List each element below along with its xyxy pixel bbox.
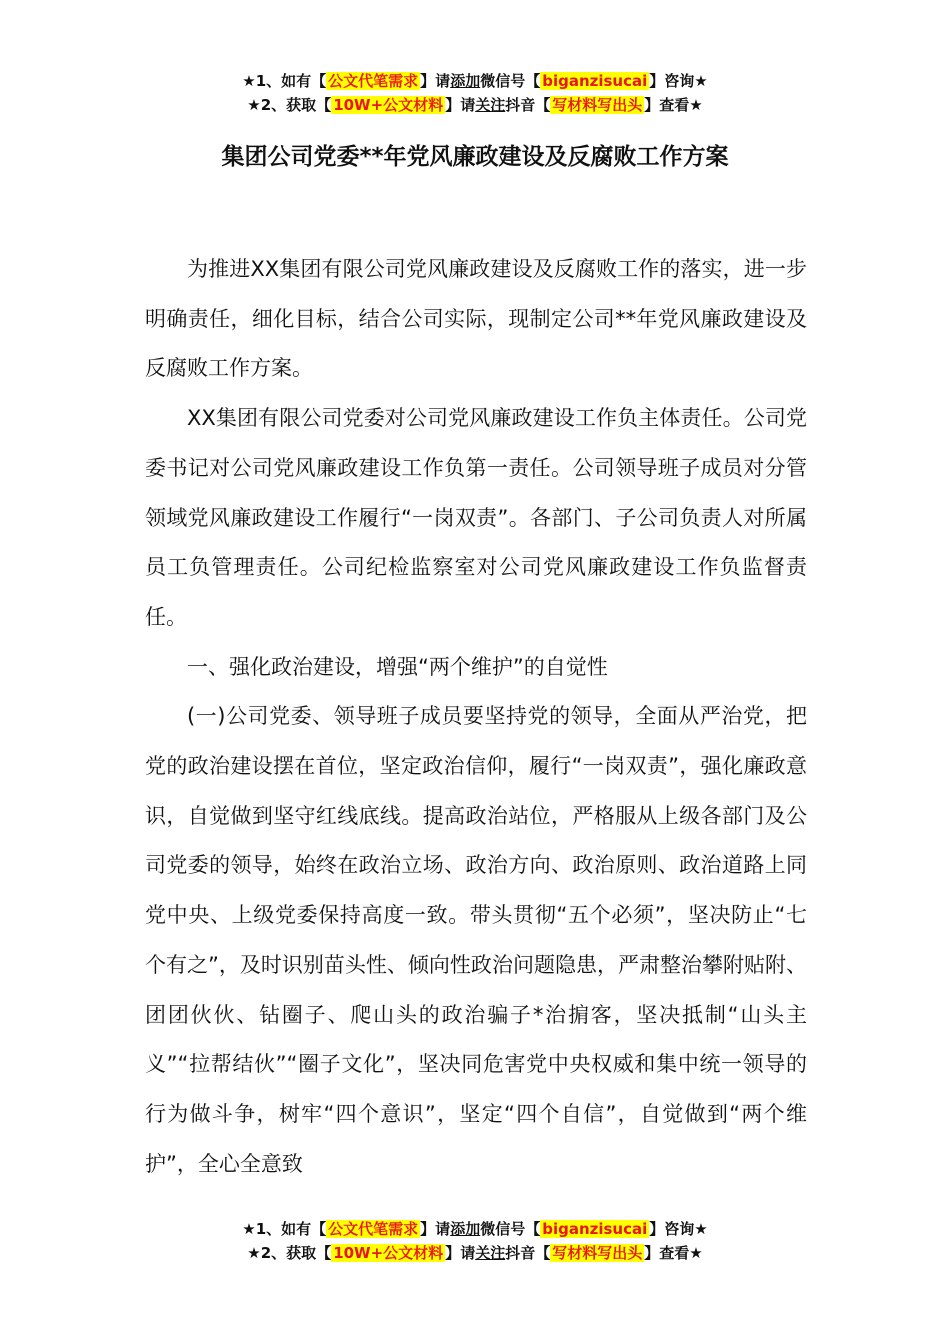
banner-text: 微信号【: [480, 1220, 541, 1238]
banner-highlight: biganzisucai: [542, 1220, 648, 1238]
banner-text: 】查看★: [644, 96, 703, 114]
banner-text: 】请: [445, 1244, 476, 1262]
paragraph-1-1: (一)公司党委、领导班子成员要坚持党的领导，全面从严治党，把党的政治建设摆在首位，坚定政治信仰，履行“一岗双责”，强化廉政意识，自觉做到坚守红线底线。提高政治站位，严格服从上级各部门及公司党委的领导，始终在政治立场、政治方向、政治原则、政治道路上同党中央、上级党委保持高度一致。带头贯彻“五个必须”，坚决防止“七个有之”，及时识别苗头性、倾向性政治问题隐患，严肃整治攀附贴附、团团伙伙、钻圈子、爬山头的政治骗子*治掮客，坚决抵制“山头主义”“拉帮结伙”“圈子文化”，坚决同危害党中央权威和集中统一领导的行为做斗争，树牢“四个意识”，坚定“四个自信”，自觉做到“两个维护”，全心全意致: [145, 704, 807, 1176]
banner-line-2: [0, 93, 950, 117]
banner-text: 】请: [420, 72, 451, 90]
banner-line-1: [0, 1217, 950, 1241]
banner-highlight: biganzisucai: [542, 72, 648, 90]
banner-line-2: [0, 1241, 950, 1265]
banner-highlight: 10W+公文材料: [333, 1244, 444, 1262]
banner-highlight: 公文代笔需求: [328, 1220, 419, 1238]
banner-text: 抖音【: [505, 1244, 551, 1262]
banner-highlight: 写材料写出头: [552, 96, 643, 114]
section-heading-1: 一、强化政治建设，增强“两个维护”的自觉性: [187, 654, 608, 679]
paragraph-responsibility: XX集团有限公司党委对公司党风廉政建设工作负主体责任。公司党委书记对公司党风廉政建设工作负第一责任。公司领导班子成员对分管领域党风廉政建设工作履行“一岗双责”。各部门、子公司负责人对所属员工负管理责任。公司纪检监察室对公司党风廉政建设工作负监督责任。: [145, 406, 807, 629]
banner-text: ★2、获取【: [247, 96, 332, 114]
banner-underlined-text: 关注: [475, 1244, 506, 1262]
banner-text: 】请: [445, 96, 476, 114]
banner-text: 】咨询★: [649, 72, 708, 90]
banner-highlight: 公文代笔需求: [328, 72, 419, 90]
banner-underlined-text: 添加: [450, 72, 481, 90]
footer-banner: [0, 1217, 950, 1265]
banner-text: 】查看★: [644, 1244, 703, 1262]
banner-underlined-text: 关注: [475, 96, 506, 114]
banner-text: ★1、如有【: [242, 1220, 327, 1238]
document-title: 集团公司党委**年党风廉政建设及反腐败工作方案: [221, 144, 729, 170]
banner-highlight: 10W+公文材料: [333, 96, 444, 114]
paragraph-intro: 为推进XX集团有限公司党风廉政建设及反腐败工作的落实，进一步明确责任，细化目标，结合公司实际，现制定公司**年党风廉政建设及反腐败工作方案。: [145, 257, 807, 381]
banner-text: ★2、获取【: [247, 1244, 332, 1262]
header-banner: [0, 69, 950, 117]
banner-text: 】咨询★: [649, 1220, 708, 1238]
banner-line-1: [0, 69, 950, 93]
banner-text: ★1、如有【: [242, 72, 327, 90]
banner-text: 抖音【: [505, 96, 551, 114]
document-body: [145, 245, 807, 1189]
banner-highlight: 写材料写出头: [552, 1244, 643, 1262]
banner-text: 】请: [420, 1220, 451, 1238]
banner-text: 微信号【: [480, 72, 541, 90]
banner-underlined-text: 添加: [450, 1220, 481, 1238]
